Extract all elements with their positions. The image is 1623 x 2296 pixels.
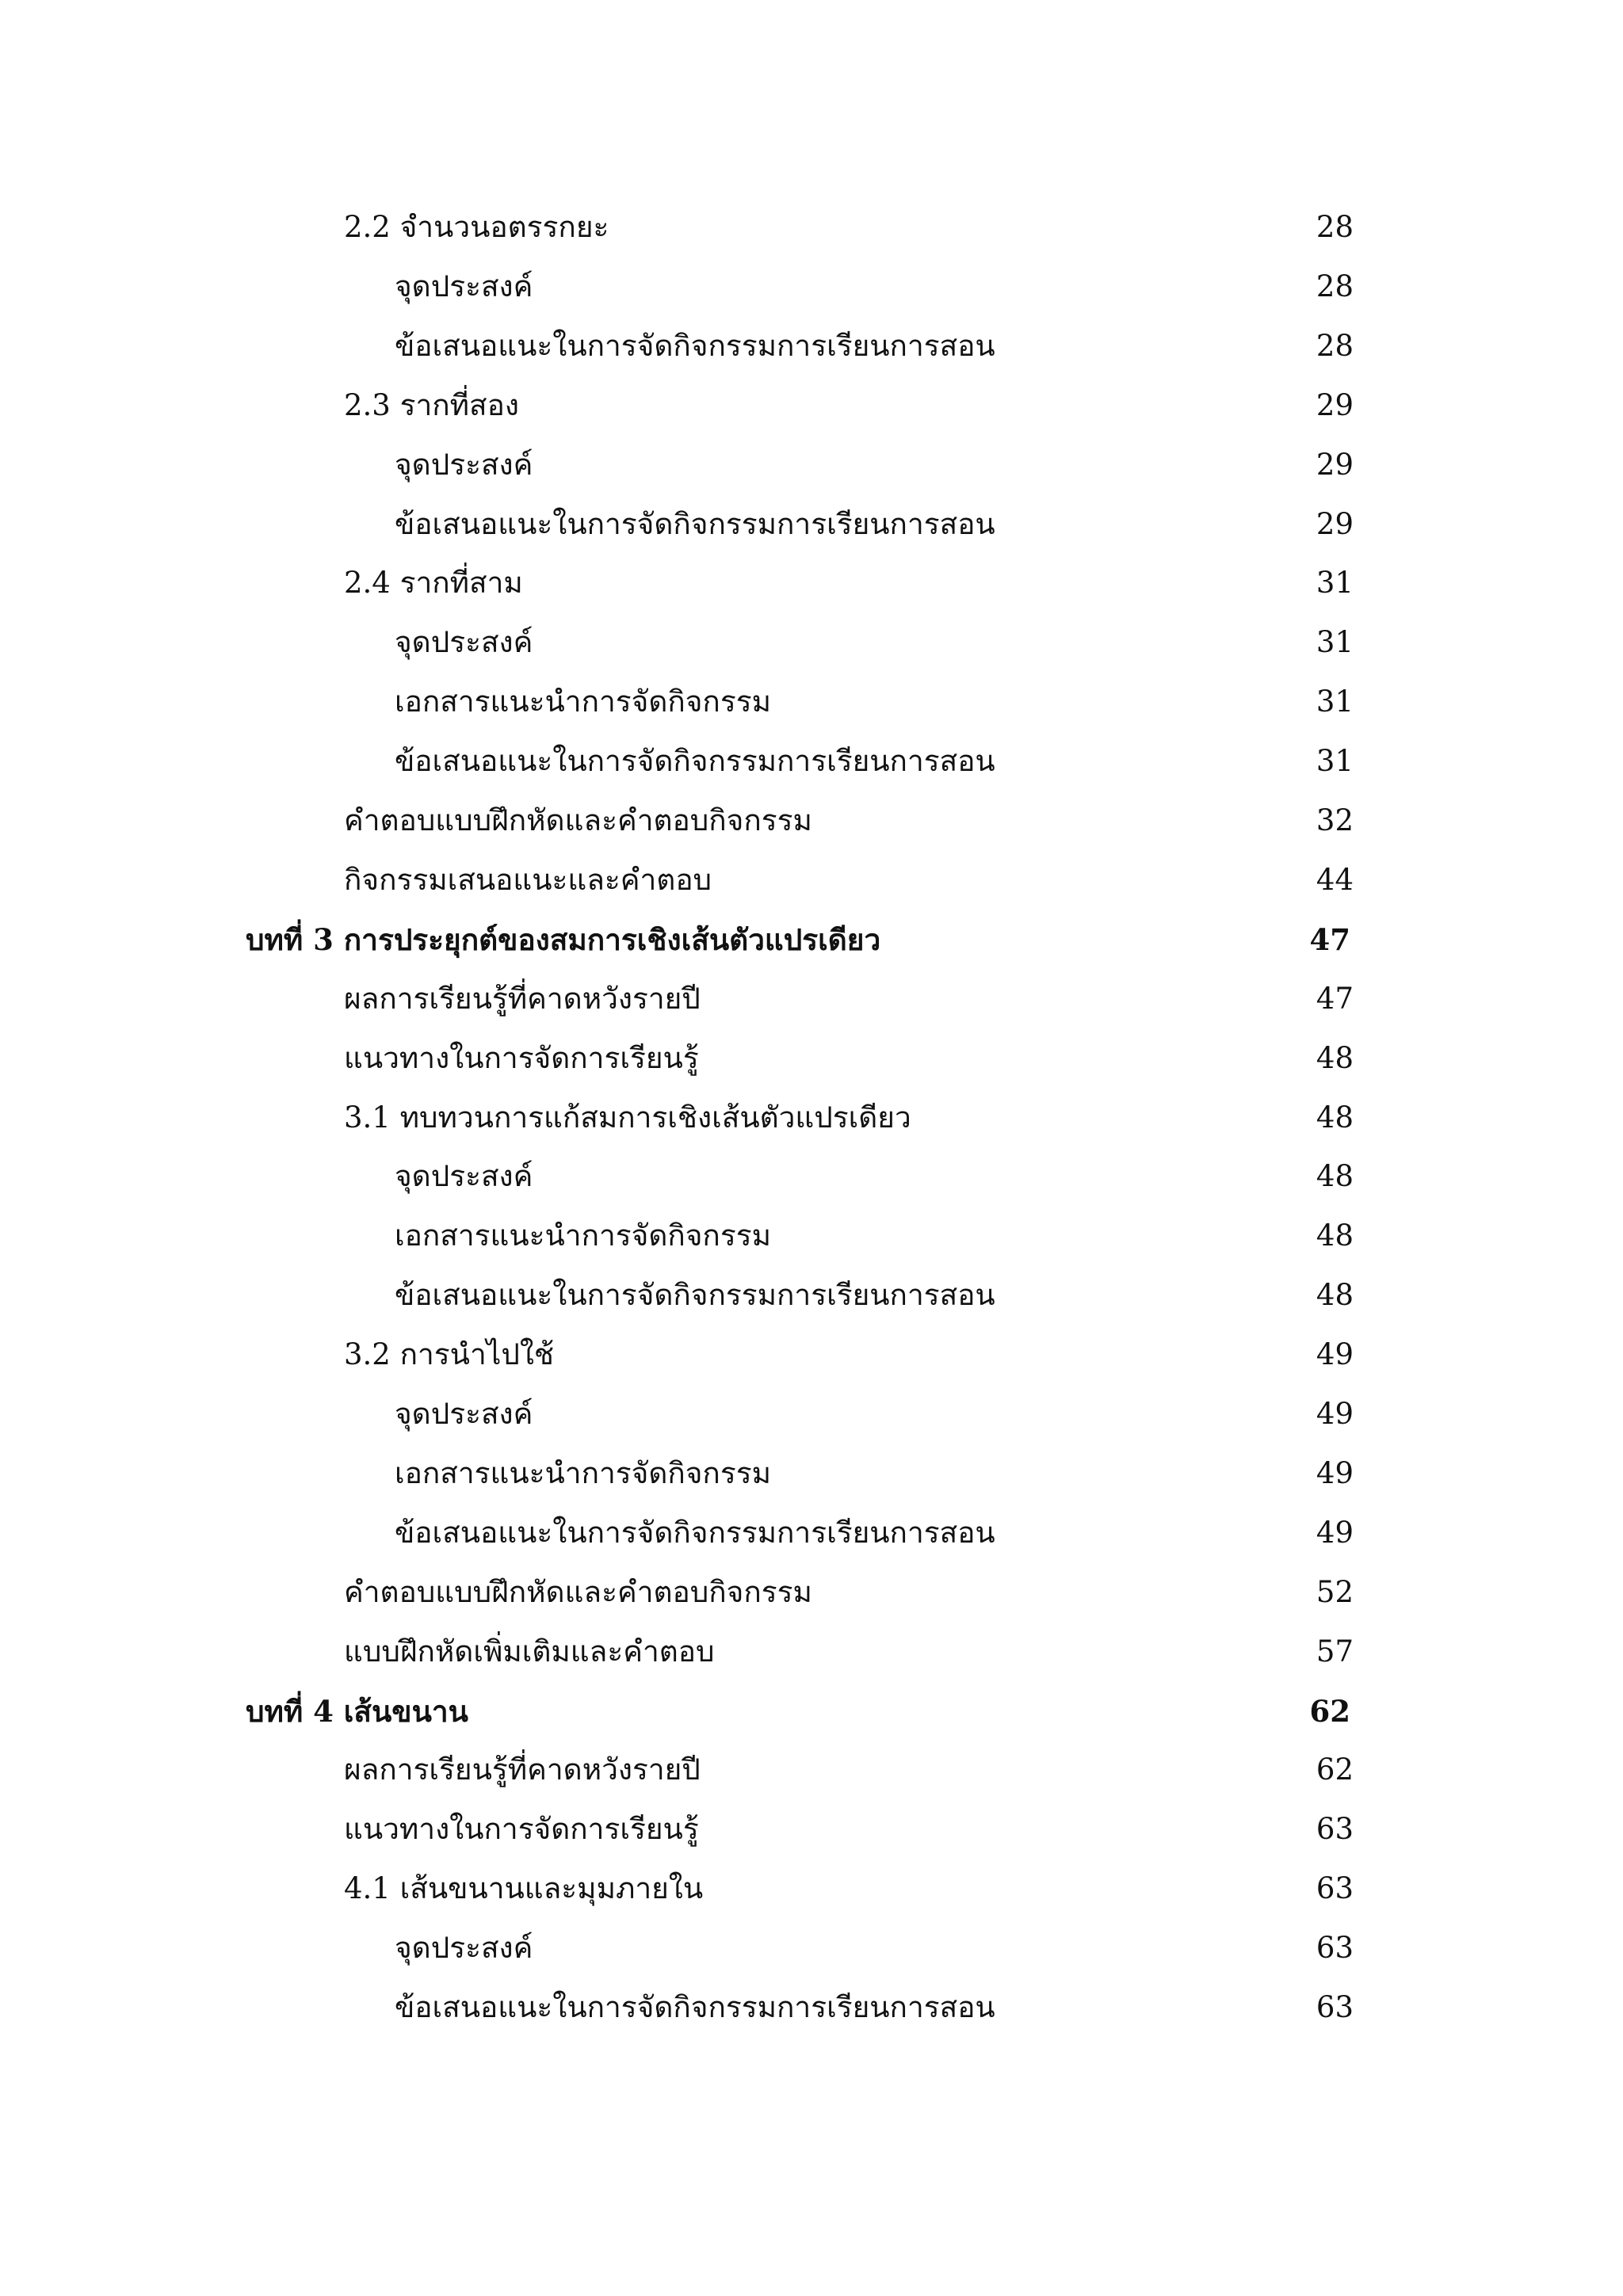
toc-page-number: 31 bbox=[1316, 625, 1354, 659]
toc-chapter-row bbox=[0, 1682, 1623, 1741]
toc-entry-title: แนวทางในการจัดการเรียนรู้ bbox=[344, 1041, 699, 1075]
toc-entry-row bbox=[0, 613, 1623, 672]
toc-entry-row bbox=[0, 1800, 1623, 1859]
toc-page-number: 28 bbox=[1316, 269, 1354, 303]
toc-entry-row bbox=[0, 554, 1623, 612]
toc-page-number: 29 bbox=[1316, 448, 1354, 482]
toc-page-number: 31 bbox=[1316, 744, 1354, 778]
toc-page-number: 57 bbox=[1316, 1634, 1354, 1669]
toc-entry-title: แนวทางในการจัดการเรียนรู้ bbox=[344, 1812, 699, 1846]
toc-page-number: 49 bbox=[1316, 1397, 1354, 1431]
toc-page-number: 63 bbox=[1316, 1931, 1354, 1965]
toc-page-number: 28 bbox=[1316, 329, 1354, 363]
toc-entry-title: บทที่ 3 การประยุกต์ของสมการเชิงเส้นตัวแปรเดียว bbox=[246, 922, 881, 957]
toc-entry-title: บทที่ 4 เส้นขนาน bbox=[246, 1694, 468, 1729]
toc-entry-row bbox=[0, 732, 1623, 791]
toc-page-number: 63 bbox=[1316, 1871, 1354, 1905]
toc-page-number: 52 bbox=[1316, 1575, 1354, 1609]
toc-page-number: 31 bbox=[1316, 685, 1354, 719]
toc-page-number: 62 bbox=[1316, 1753, 1354, 1787]
toc-page-number: 49 bbox=[1316, 1337, 1354, 1371]
toc-entry-title: จุดประสงค์ bbox=[395, 448, 533, 482]
toc-entry-title: คำตอบแบบฝึกหัดและคำตอบกิจกรรม bbox=[344, 1575, 812, 1609]
toc-entry-title: ข้อเสนอแนะในการจัดกิจกรรมการเรียนการสอน bbox=[395, 744, 995, 778]
toc-entry-title: ข้อเสนอแนะในการจัดกิจกรรมการเรียนการสอน bbox=[395, 507, 995, 541]
toc-entry-row bbox=[0, 1978, 1623, 2037]
toc-entry-row bbox=[0, 791, 1623, 850]
toc-page-number: 29 bbox=[1316, 388, 1354, 422]
toc-entry-row bbox=[0, 1444, 1623, 1503]
toc-entry-row bbox=[0, 851, 1623, 910]
toc-page-number: 48 bbox=[1316, 1278, 1354, 1312]
toc-page-number: 44 bbox=[1316, 863, 1354, 897]
toc-entry-row bbox=[0, 1741, 1623, 1799]
toc-entry-title: จุดประสงค์ bbox=[395, 625, 533, 659]
toc-page-number: 62 bbox=[1309, 1694, 1350, 1729]
toc-entry-row bbox=[0, 1147, 1623, 1206]
toc-page-number: 48 bbox=[1316, 1100, 1354, 1135]
toc-entry-row bbox=[0, 1919, 1623, 1978]
toc-entry-title: 2.4 รากที่สาม bbox=[344, 566, 523, 600]
toc-entry-title: เอกสารแนะนำการจัดกิจกรรม bbox=[395, 685, 771, 719]
toc-entry-row bbox=[0, 970, 1623, 1028]
toc-entry-row bbox=[0, 1563, 1623, 1622]
toc-entry-title: 3.1 ทบทวนการแก้สมการเชิงเส้นตัวแปรเดียว bbox=[344, 1100, 911, 1135]
toc-entry-title: ข้อเสนอแนะในการจัดกิจกรรมการเรียนการสอน bbox=[395, 1278, 995, 1312]
toc-entry-row bbox=[0, 1089, 1623, 1147]
toc-entry-row bbox=[0, 1385, 1623, 1444]
toc-page-number: 32 bbox=[1316, 803, 1354, 837]
toc-page-number: 48 bbox=[1316, 1219, 1354, 1253]
toc-page-number: 48 bbox=[1316, 1159, 1354, 1193]
toc-entry-row bbox=[0, 1207, 1623, 1265]
toc-entry-title: 2.3 รากที่สอง bbox=[344, 388, 519, 422]
toc-entry-title: แบบฝึกหัดเพิ่มเติมและคำตอบ bbox=[344, 1634, 715, 1669]
toc-entry-title: ผลการเรียนรู้ที่คาดหวังรายปี bbox=[344, 982, 701, 1016]
toc-entry-title: จุดประสงค์ bbox=[395, 269, 533, 303]
toc-page-number: 63 bbox=[1316, 1990, 1354, 2024]
toc-entry-title: เอกสารแนะนำการจัดกิจกรรม bbox=[395, 1219, 771, 1253]
toc-entry-title: 4.1 เส้นขนานและมุมภายใน bbox=[344, 1871, 704, 1905]
toc-entry-row bbox=[0, 1623, 1623, 1681]
toc-entry-title: จุดประสงค์ bbox=[395, 1931, 533, 1965]
toc-entry-row bbox=[0, 1859, 1623, 1918]
toc-entry-row bbox=[0, 1504, 1623, 1562]
toc-page-number: 29 bbox=[1316, 507, 1354, 541]
toc-entry-row bbox=[0, 257, 1623, 316]
toc-entry-title: ผลการเรียนรู้ที่คาดหวังรายปี bbox=[344, 1753, 701, 1787]
toc-entry-title: จุดประสงค์ bbox=[395, 1397, 533, 1431]
toc-entry-title: กิจกรรมเสนอแนะและคำตอบ bbox=[344, 863, 712, 897]
toc-entry-row bbox=[0, 436, 1623, 494]
toc-page-number: 63 bbox=[1316, 1812, 1354, 1846]
toc-entry-row bbox=[0, 673, 1623, 731]
toc-entry-row bbox=[0, 198, 1623, 257]
toc-page-number: 47 bbox=[1309, 922, 1350, 957]
toc-entry-row bbox=[0, 495, 1623, 554]
toc-entry-title: ข้อเสนอแนะในการจัดกิจกรรมการเรียนการสอน bbox=[395, 329, 995, 363]
toc-entry-title: 3.2 การนำไปใช้ bbox=[344, 1337, 554, 1371]
toc-page-number: 47 bbox=[1316, 982, 1354, 1016]
toc-entry-row bbox=[0, 1325, 1623, 1384]
toc-page-number: 49 bbox=[1316, 1516, 1354, 1550]
toc-entry-title: คำตอบแบบฝึกหัดและคำตอบกิจกรรม bbox=[344, 803, 812, 837]
toc-entry-row bbox=[0, 1029, 1623, 1088]
toc-entry-title: ข้อเสนอแนะในการจัดกิจกรรมการเรียนการสอน bbox=[395, 1990, 995, 2024]
toc-entry-row bbox=[0, 317, 1623, 376]
toc-page-number: 49 bbox=[1316, 1456, 1354, 1490]
toc-page-number: 31 bbox=[1316, 566, 1354, 600]
toc-entry-row bbox=[0, 376, 1623, 435]
toc-entry-title: ข้อเสนอแนะในการจัดกิจกรรมการเรียนการสอน bbox=[395, 1516, 995, 1550]
toc-page-number: 28 bbox=[1316, 210, 1354, 244]
toc-entry-title: จุดประสงค์ bbox=[395, 1159, 533, 1193]
toc-page-number: 48 bbox=[1316, 1041, 1354, 1075]
toc-entry-title: 2.2 จำนวนอตรรกยะ bbox=[344, 210, 609, 244]
toc-entry-title: เอกสารแนะนำการจัดกิจกรรม bbox=[395, 1456, 771, 1490]
toc-entry-row bbox=[0, 1266, 1623, 1325]
toc-chapter-row bbox=[0, 910, 1623, 969]
